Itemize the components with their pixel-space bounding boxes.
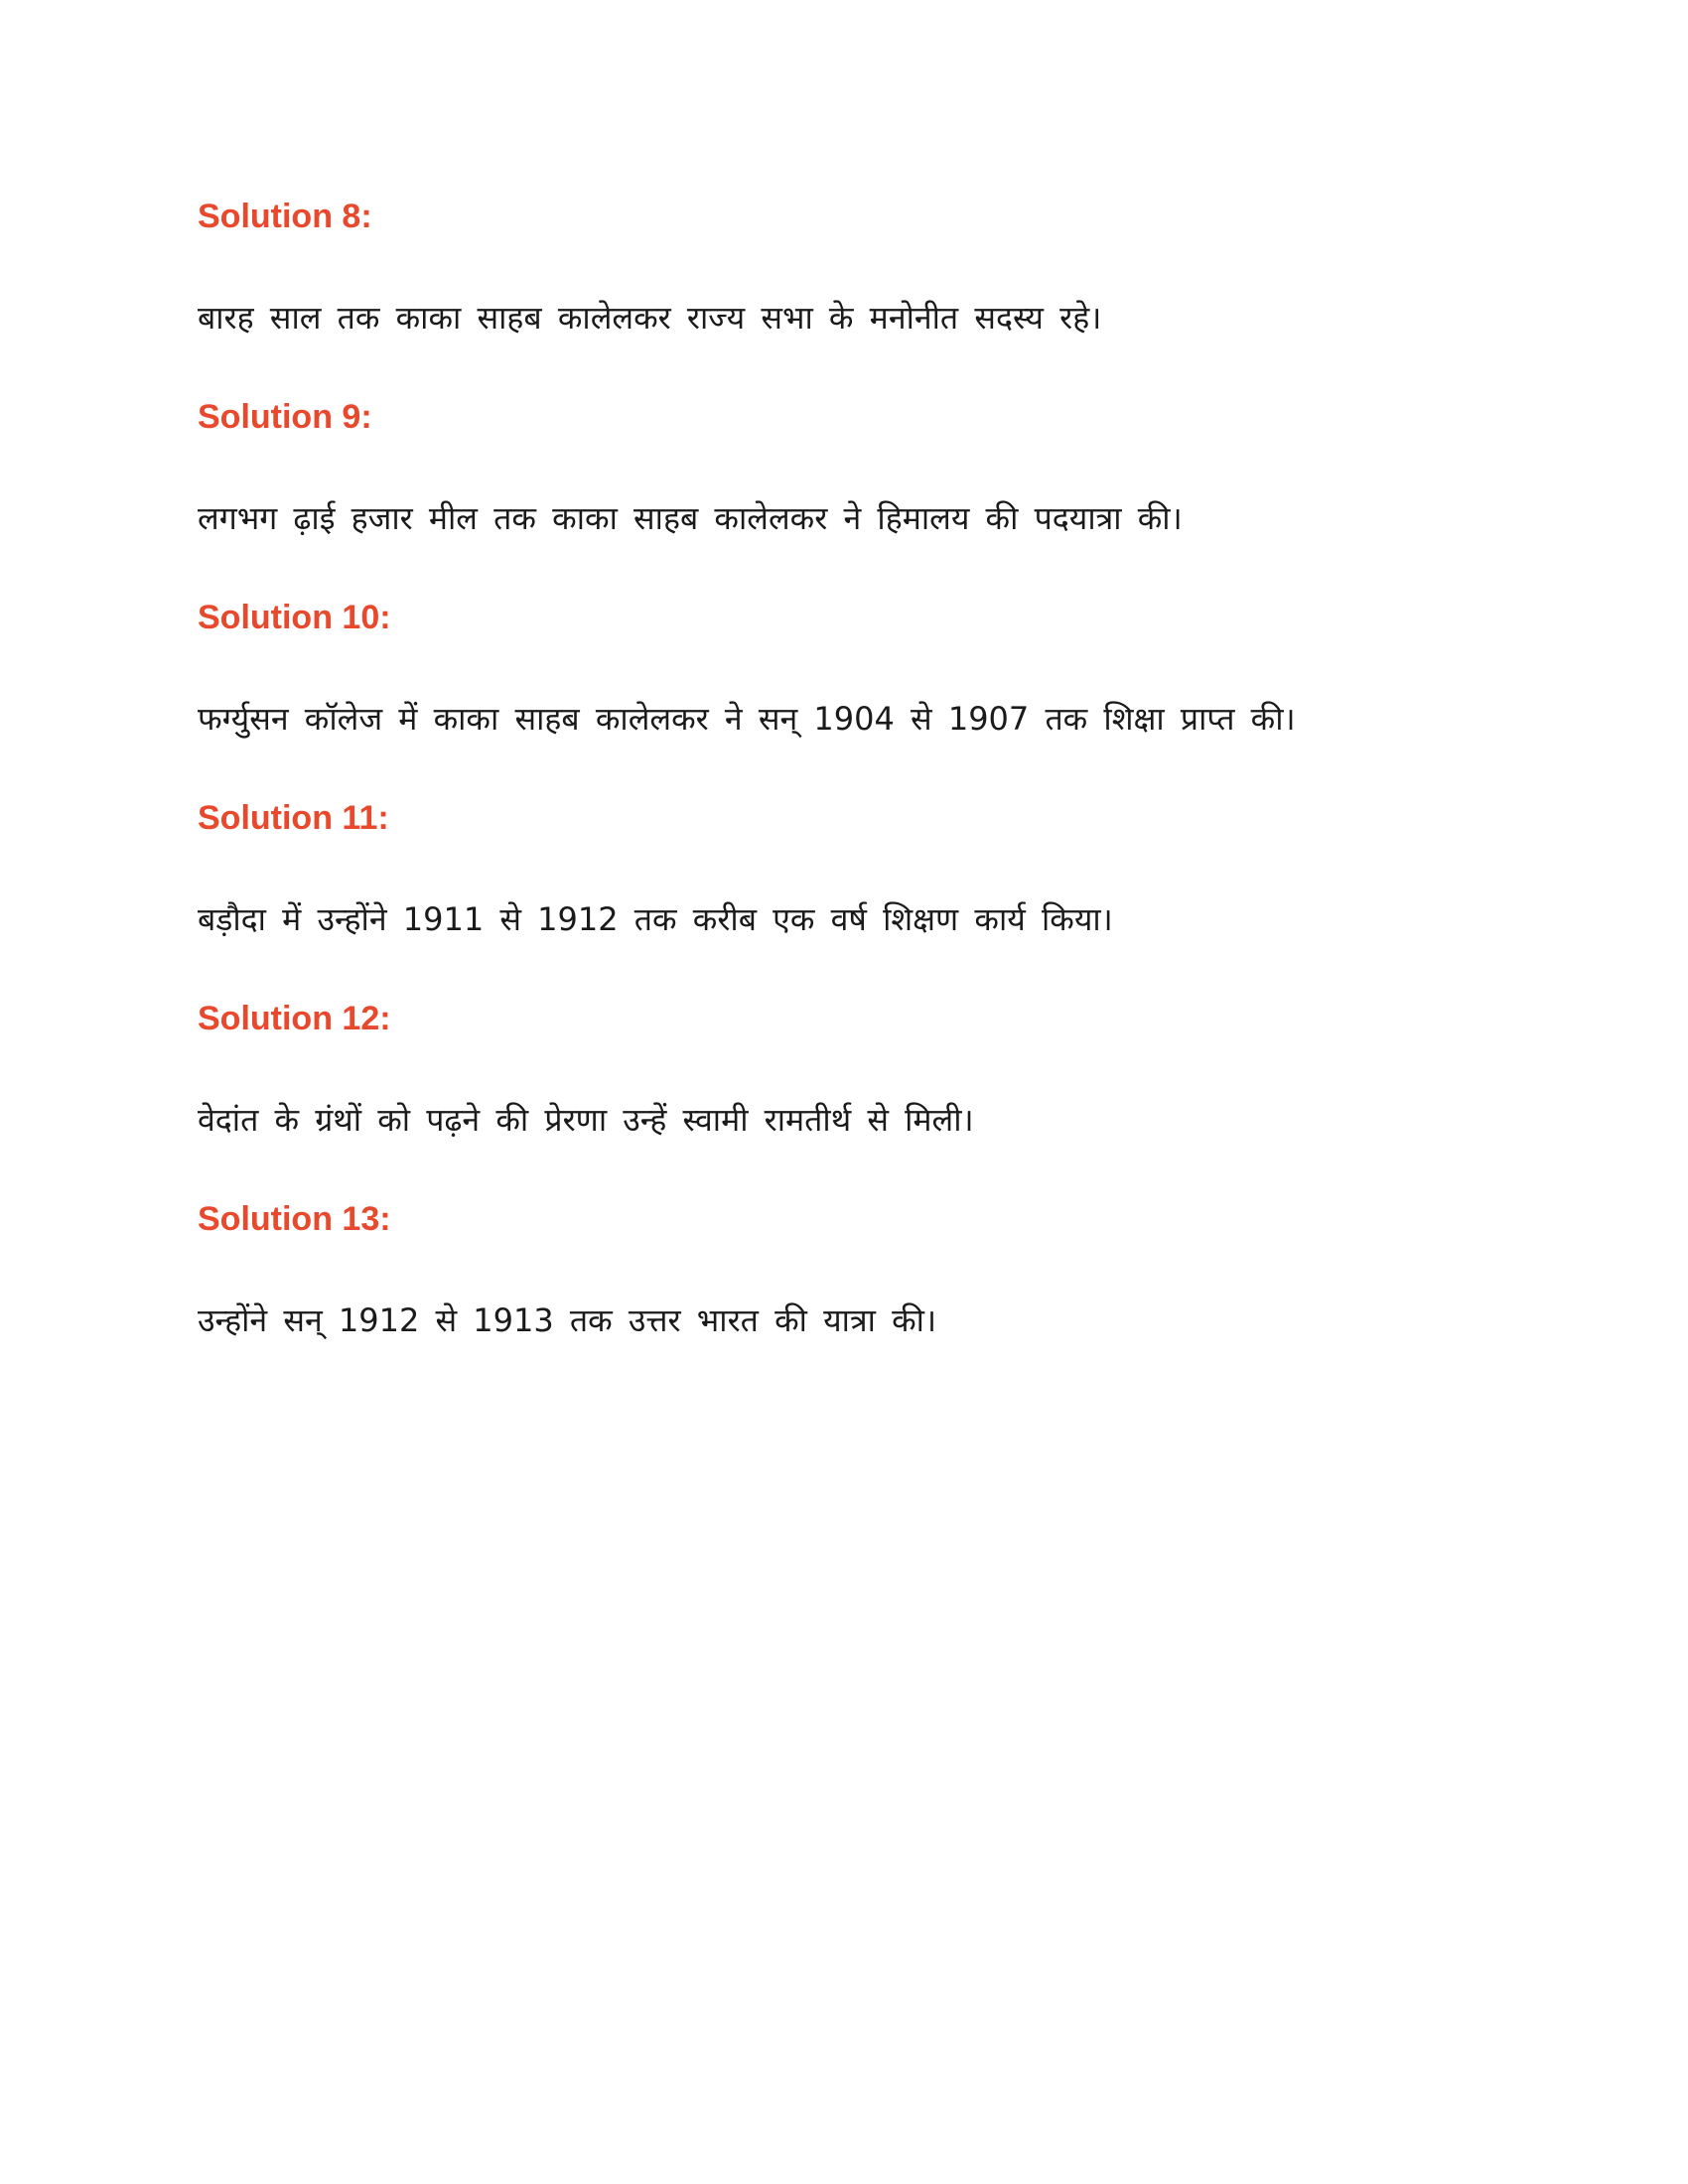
solution-answer: उन्होंने सन् 1912 से 1913 तक उत्तर भारत की यात्रा की। xyxy=(198,1301,937,1339)
solution-heading: Solution 10: xyxy=(198,599,391,636)
solution-answer: बारह साल तक काका साहब कालेलकर राज्य सभा के मनोनीत सदस्य रहे। xyxy=(198,299,1102,337)
solution-answer: फर्ग्युसन कॉलेज में काका साहब कालेलकर ने सन् 1904 से 1907 तक शिक्षा प्राप्त की। xyxy=(198,700,1296,738)
solution-heading: Solution 12: xyxy=(198,1000,391,1037)
solution-heading: Solution 13: xyxy=(198,1200,391,1238)
solution-heading: Solution 11: xyxy=(198,799,389,837)
solution-answer: वेदांत के ग्रंथों को पढ़ने की प्रेरणा उन्हें स्वामी रामतीर्थ से मिली। xyxy=(198,1101,974,1139)
solution-answer: लगभग ढ़ाई हजार मील तक काका साहब कालेलकर ने हिमालय की पदयात्रा की। xyxy=(198,499,1183,537)
solution-heading: Solution 9: xyxy=(198,398,372,436)
solution-answer: बड़ौदा में उन्होंने 1911 से 1912 तक करीब एक वर्ष शिक्षण कार्य किया। xyxy=(198,900,1113,938)
solution-heading: Solution 8: xyxy=(198,198,372,235)
